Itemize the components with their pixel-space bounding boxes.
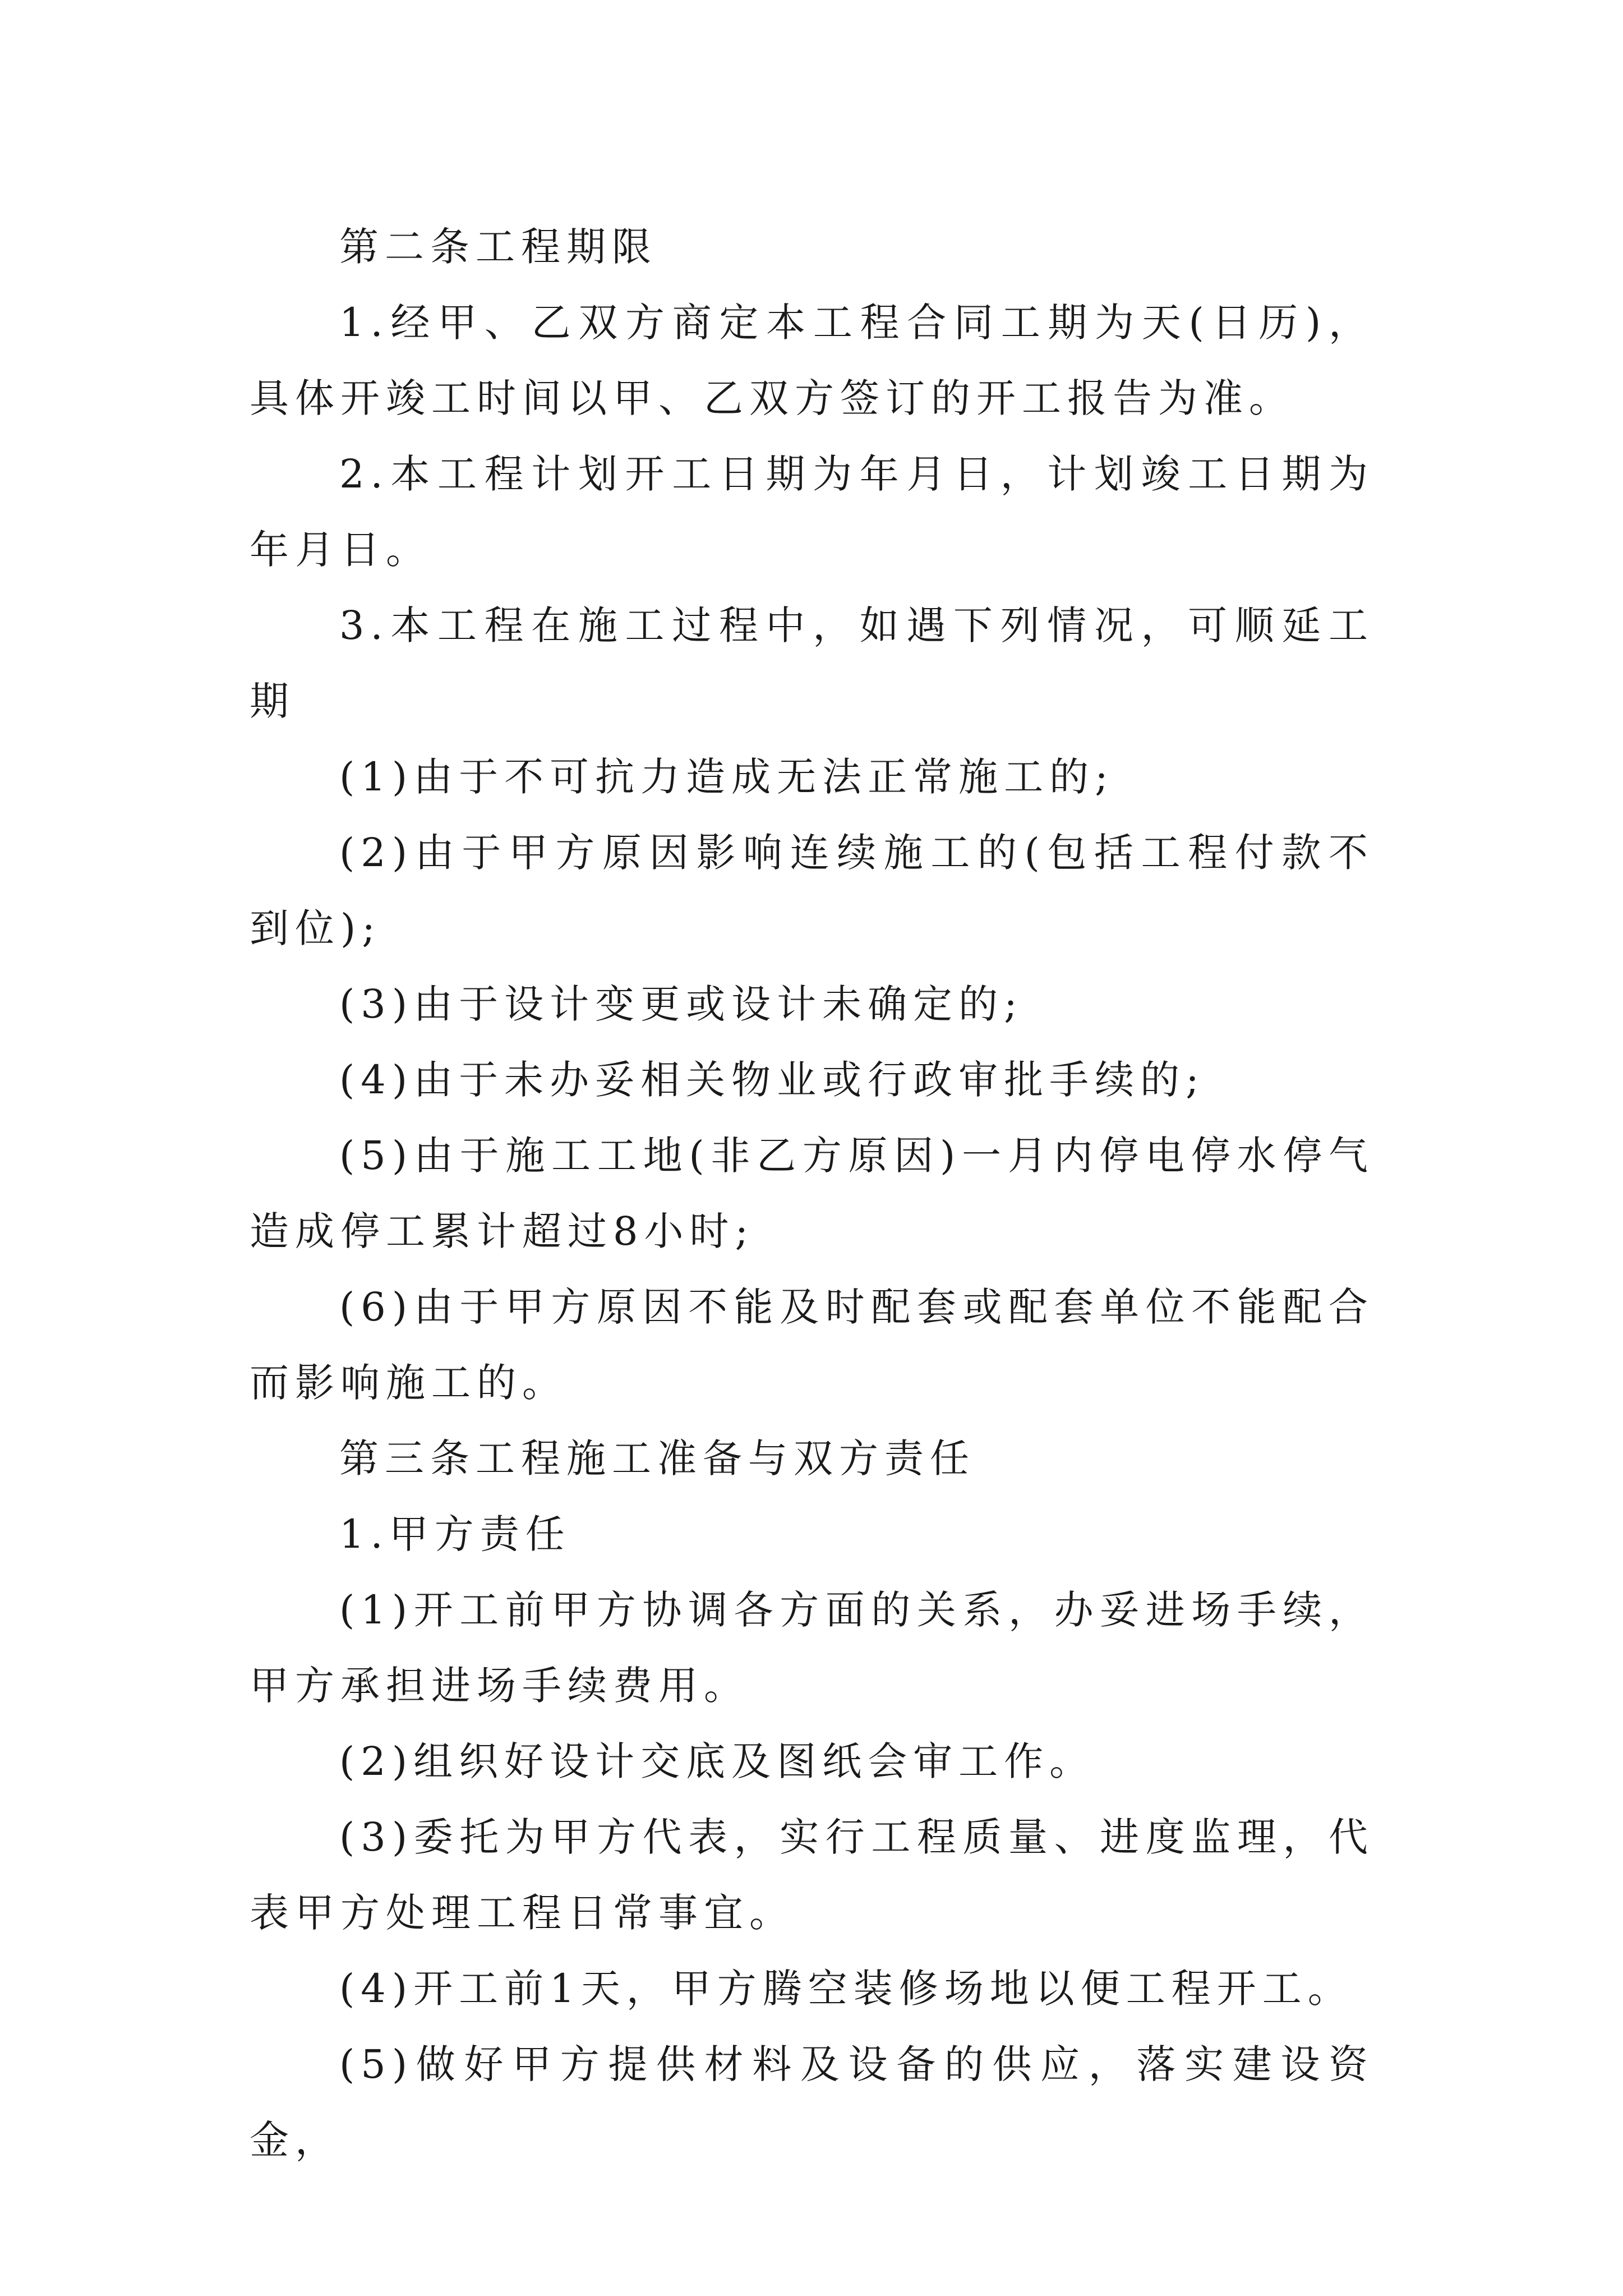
clause-3-1-item-1: (1)开工前甲方协调各方面的关系，办妥进场手续，甲方承担进场手续费用。	[250, 1587, 1374, 1709]
clause-2-3-item-4: (4)由于未办妥相关物业或行政审批手续的;	[339, 1057, 1205, 1103]
clause-3-1: 1.甲方责任	[339, 1511, 571, 1557]
section-heading-2: 第二条工程期限	[339, 224, 657, 270]
clause-2-3-item-2: (2)由于甲方原因影响连续施工的(包括工程付款不到位);	[250, 830, 1374, 951]
clause-2-2: 2.本工程计划开工日期为年月日，计划竣工日期为年月日。	[250, 451, 1374, 573]
clause-3-1-item-5: (5)做好甲方提供材料及设备的供应，落实建设资金，	[250, 2041, 1374, 2163]
clause-3-1-item-2: (2)组织好设计交底及图纸会审工作。	[339, 1738, 1095, 1784]
clause-2-3: 3.本工程在施工过程中，如遇下列情况，可顺延工期	[250, 602, 1374, 724]
clause-2-3-item-1: (1)由于不可抗力造成无法正常施工的;	[339, 754, 1114, 800]
section-heading-3: 第三条工程施工准备与双方责任	[339, 1435, 975, 1481]
clause-2-3-item-5: (5)由于施工工地(非乙方原因)一月内停电停水停气造成停工累计超过8小时;	[250, 1133, 1374, 1254]
clause-2-3-item-6: (6)由于甲方原因不能及时配套或配套单位不能配合而影响施工的。	[250, 1284, 1374, 1406]
document-body	[250, 209, 1374, 2178]
clause-2-3-item-3: (3)由于设计变更或设计未确定的;	[339, 981, 1023, 1027]
clause-3-1-item-3: (3)委托为甲方代表，实行工程质量、进度监理，代表甲方处理工程日常事宜。	[250, 1814, 1374, 1936]
clause-3-1-item-4: (4)开工前1天，甲方腾空装修场地以便工程开工。	[339, 1966, 1353, 2012]
clause-2-1: 1.经甲、乙双方商定本工程合同工期为天(日历)，具体开竣工时间以甲、乙双方签订的开工报告为准。	[250, 300, 1374, 421]
